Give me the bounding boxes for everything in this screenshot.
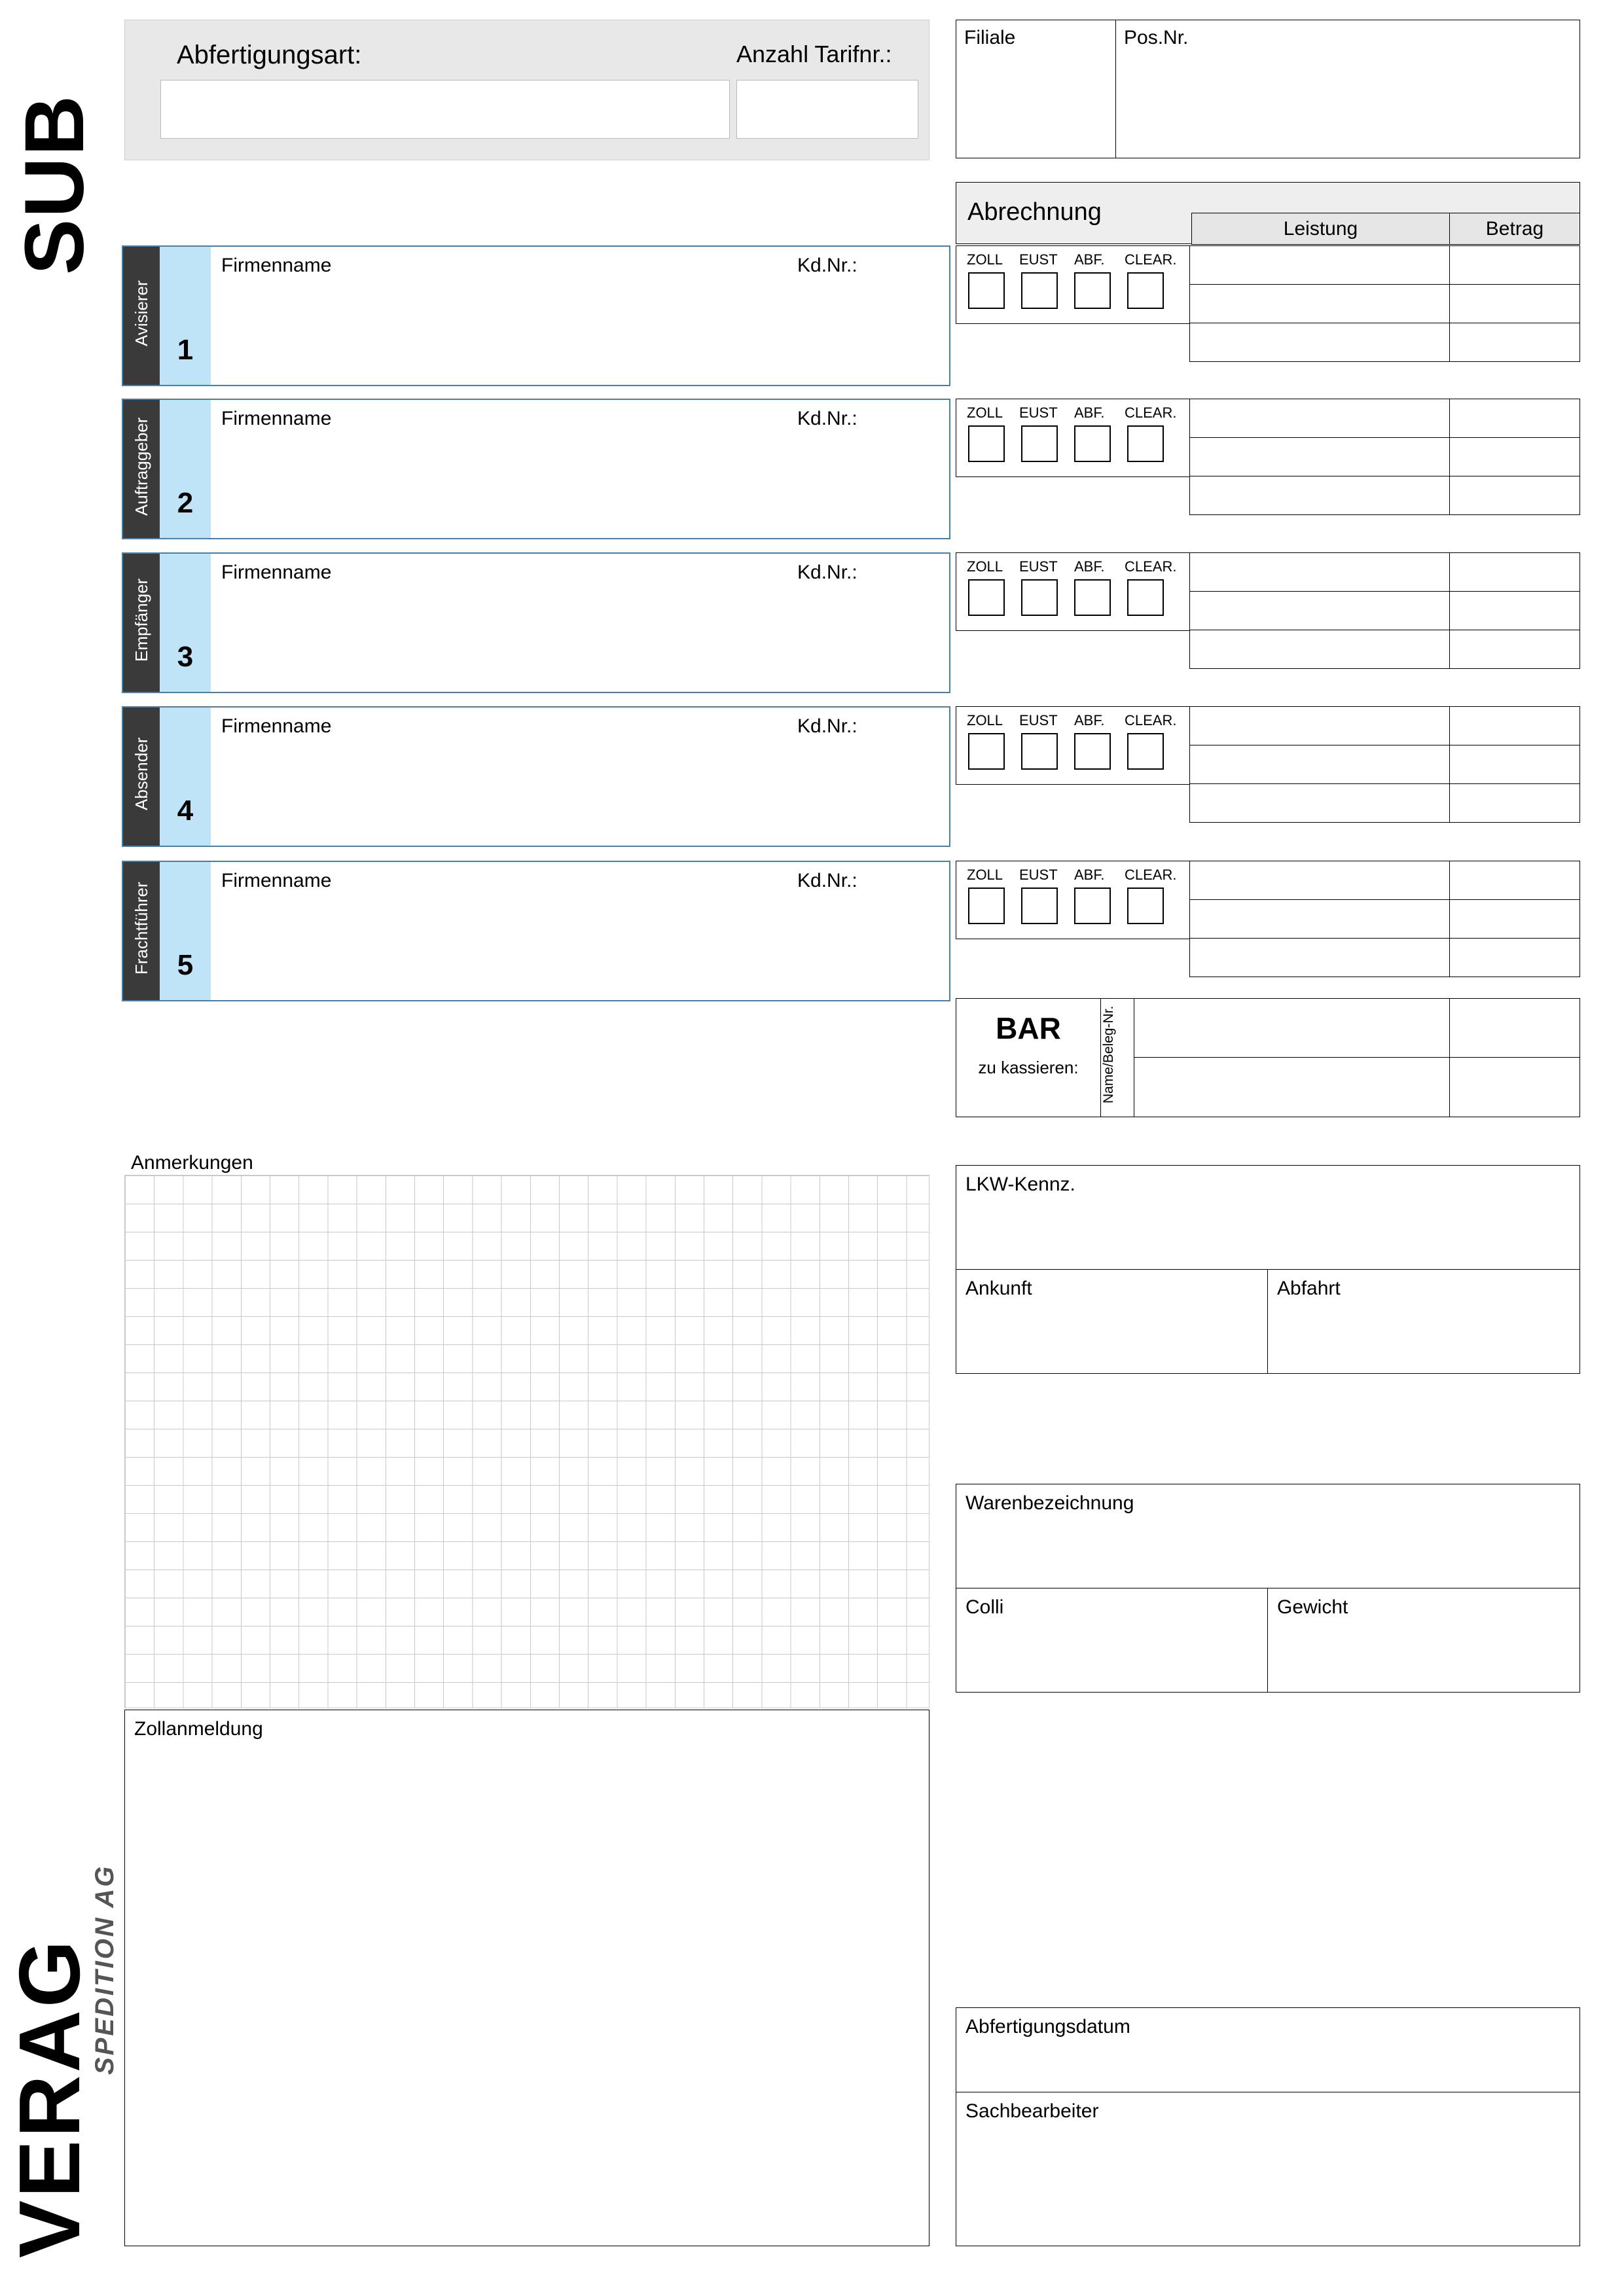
anzahl-tarifnr-label: Anzahl Tarifnr.: [736, 41, 892, 67]
betrag-cell[interactable] [1449, 323, 1580, 362]
zoll-label: ZOLL [967, 558, 1003, 575]
leistung-cell[interactable] [1189, 783, 1450, 823]
gewicht-field[interactable] [1267, 1588, 1580, 1693]
abf-checkbox[interactable] [1074, 733, 1111, 770]
zoll-checkbox-group [956, 706, 1190, 785]
betrag-cell[interactable] [1449, 783, 1580, 823]
kdnr-label: Kd.Nr.: [797, 562, 857, 583]
betrag-cell[interactable] [1449, 630, 1580, 669]
leistung-cell[interactable] [1189, 284, 1450, 323]
zoll-checkbox-group [956, 552, 1190, 631]
leistung-cell[interactable] [1189, 437, 1450, 476]
bar-betrag-cell[interactable] [1449, 998, 1580, 1058]
abrechnung-title: Abrechnung [967, 198, 1102, 226]
lkw-kennz-field[interactable] [956, 1165, 1580, 1270]
abf-label: ABF. [1074, 558, 1105, 575]
abf-checkbox[interactable] [1074, 888, 1111, 924]
filiale-label: Filiale [964, 27, 1016, 48]
party-number: 2 [160, 400, 211, 538]
eust-label: EUST [1019, 558, 1058, 575]
zoll-checkbox-group [956, 245, 1190, 324]
warenbezeichnung-field[interactable] [956, 1484, 1580, 1588]
firmenname-label: Firmenname [221, 870, 332, 891]
zollanmeldung-label: Zollanmeldung [134, 1718, 263, 1740]
leistung-cell[interactable] [1189, 938, 1450, 977]
eust-label: EUST [1019, 712, 1058, 728]
abf-label: ABF. [1074, 712, 1105, 728]
zoll-label: ZOLL [967, 867, 1003, 883]
party-number: 4 [160, 708, 211, 846]
party-role-label: Absender [132, 737, 151, 811]
eust-checkbox[interactable] [1021, 272, 1058, 309]
filiale-field[interactable] [956, 20, 1116, 158]
abf-label: ABF. [1074, 404, 1105, 421]
party-role-tab [123, 400, 160, 538]
betrag-cell[interactable] [1449, 706, 1580, 745]
abfahrt-label: Abfahrt [1277, 1278, 1341, 1299]
eust-label: EUST [1019, 251, 1058, 268]
kdnr-label: Kd.Nr.: [797, 715, 857, 737]
firmenname-label: Firmenname [221, 255, 332, 276]
party-role-tab [123, 554, 160, 692]
posnr-field[interactable] [1115, 20, 1580, 158]
leistung-column-header: Leistung [1191, 213, 1450, 245]
firmenname-label: Firmenname [221, 715, 332, 737]
betrag-cell[interactable] [1449, 476, 1580, 515]
clear-checkbox[interactable] [1127, 888, 1164, 924]
leistung-cell[interactable] [1189, 476, 1450, 515]
leistung-cell[interactable] [1189, 591, 1450, 630]
sachbearbeiter-field[interactable] [956, 2092, 1580, 2246]
leistung-cell[interactable] [1189, 552, 1450, 592]
party-row[interactable] [122, 861, 950, 1001]
leistung-cell[interactable] [1189, 245, 1450, 285]
ankunft-field[interactable] [956, 1269, 1268, 1374]
zoll-label: ZOLL [967, 712, 1003, 728]
leistung-cell[interactable] [1189, 399, 1450, 438]
anmerkungen-grid-input[interactable] [124, 1175, 929, 1708]
betrag-cell[interactable] [1449, 437, 1580, 476]
betrag-cell[interactable] [1449, 284, 1580, 323]
gewicht-label: Gewicht [1277, 1596, 1348, 1618]
party-role-label: Empfänger [132, 578, 151, 662]
bar-leistung-cell[interactable] [1134, 1057, 1450, 1117]
abf-checkbox[interactable] [1074, 272, 1111, 309]
zoll-checkbox[interactable] [968, 888, 1005, 924]
zoll-checkbox[interactable] [968, 579, 1005, 616]
beleg-nr-label-block [1100, 998, 1134, 1117]
sachbearbeiter-label: Sachbearbeiter [965, 2100, 1099, 2122]
leistung-cell[interactable] [1189, 630, 1450, 669]
party-role-tab [123, 708, 160, 846]
sub-branding-text: SUB [8, 94, 101, 275]
abf-checkbox[interactable] [1074, 425, 1111, 462]
firmenname-label: Firmenname [221, 408, 332, 429]
party-role-tab [123, 247, 160, 385]
party-role-label: Frachtführer [132, 882, 151, 975]
posnr-label: Pos.Nr. [1124, 27, 1189, 48]
leistung-cell[interactable] [1189, 745, 1450, 784]
eust-checkbox[interactable] [1021, 425, 1058, 462]
betrag-cell[interactable] [1449, 861, 1580, 900]
clear-checkbox[interactable] [1127, 425, 1164, 462]
bar-payment-block [956, 998, 1101, 1117]
clear-label: CLEAR. [1125, 867, 1177, 883]
party-row[interactable] [122, 706, 950, 847]
warenbezeichnung-label: Warenbezeichnung [965, 1492, 1134, 1514]
kdnr-label: Kd.Nr.: [797, 408, 857, 429]
party-role-label: Auftraggeber [132, 417, 151, 516]
eust-checkbox[interactable] [1021, 579, 1058, 616]
anzahl-tarifnr-input[interactable] [736, 80, 918, 139]
bar-title: BAR [996, 1011, 1061, 1045]
betrag-cell[interactable] [1449, 245, 1580, 285]
anmerkungen-label: Anmerkungen [131, 1152, 253, 1174]
betrag-column-header: Betrag [1449, 213, 1580, 245]
abfertigungsart-input[interactable] [160, 80, 730, 139]
party-row[interactable] [122, 245, 950, 386]
betrag-cell[interactable] [1449, 591, 1580, 630]
betrag-cell[interactable] [1449, 899, 1580, 939]
betrag-cell[interactable] [1449, 399, 1580, 438]
name-beleg-nr-label: Name/Beleg-Nr. [1101, 1005, 1116, 1103]
clear-label: CLEAR. [1125, 712, 1177, 728]
spedition-ag-text: SPEDITION AG [90, 1864, 119, 2075]
eust-label: EUST [1019, 404, 1058, 421]
party-role-label: Avisierer [132, 280, 151, 346]
leistung-cell[interactable] [1189, 861, 1450, 900]
abfertigungsart-label: Abfertigungsart: [177, 41, 362, 69]
party-number: 5 [160, 862, 211, 1000]
kdnr-label: Kd.Nr.: [797, 255, 857, 276]
abfertigungsdatum-field[interactable] [956, 2007, 1580, 2092]
abf-label: ABF. [1074, 867, 1105, 883]
eust-checkbox[interactable] [1021, 733, 1058, 770]
zollanmeldung-field[interactable] [124, 1710, 929, 2246]
ankunft-label: Ankunft [965, 1278, 1032, 1299]
abfahrt-field[interactable] [1267, 1269, 1580, 1374]
zoll-checkbox[interactable] [968, 272, 1005, 309]
firmenname-label: Firmenname [221, 562, 332, 583]
bar-leistung-cell[interactable] [1134, 998, 1450, 1058]
leistung-cell[interactable] [1189, 706, 1450, 745]
clear-checkbox[interactable] [1127, 579, 1164, 616]
lkw-kennz-label: LKW-Kennz. [965, 1174, 1075, 1195]
party-row[interactable] [122, 399, 950, 539]
zoll-checkbox-group [956, 861, 1190, 939]
zoll-label: ZOLL [967, 404, 1003, 421]
party-role-tab [123, 862, 160, 1000]
eust-checkbox[interactable] [1021, 888, 1058, 924]
colli-label: Colli [965, 1596, 1004, 1618]
leistung-cell[interactable] [1189, 323, 1450, 362]
eust-label: EUST [1019, 867, 1058, 883]
betrag-cell[interactable] [1449, 745, 1580, 784]
clear-checkbox[interactable] [1127, 733, 1164, 770]
clear-label: CLEAR. [1125, 404, 1177, 421]
zoll-checkbox-group [956, 399, 1190, 477]
betrag-cell[interactable] [1449, 938, 1580, 977]
party-row[interactable] [122, 552, 950, 693]
zoll-label: ZOLL [967, 251, 1003, 268]
clear-checkbox[interactable] [1127, 272, 1164, 309]
abf-label: ABF. [1074, 251, 1105, 268]
party-number: 3 [160, 554, 211, 692]
party-number: 1 [160, 247, 211, 385]
bar-betrag-cell[interactable] [1449, 1057, 1580, 1117]
zoll-checkbox[interactable] [968, 425, 1005, 462]
abfertigungsdatum-label: Abfertigungsdatum [965, 2016, 1130, 2037]
abf-checkbox[interactable] [1074, 579, 1111, 616]
kdnr-label: Kd.Nr.: [797, 870, 857, 891]
clear-label: CLEAR. [1125, 251, 1177, 268]
leistung-cell[interactable] [1189, 899, 1450, 939]
betrag-cell[interactable] [1449, 552, 1580, 592]
verag-logo-text: VERAG [1, 1937, 98, 2258]
clear-label: CLEAR. [1125, 558, 1177, 575]
bar-subtitle: zu kassieren: [978, 1058, 1079, 1077]
zoll-checkbox[interactable] [968, 733, 1005, 770]
colli-field[interactable] [956, 1588, 1268, 1693]
